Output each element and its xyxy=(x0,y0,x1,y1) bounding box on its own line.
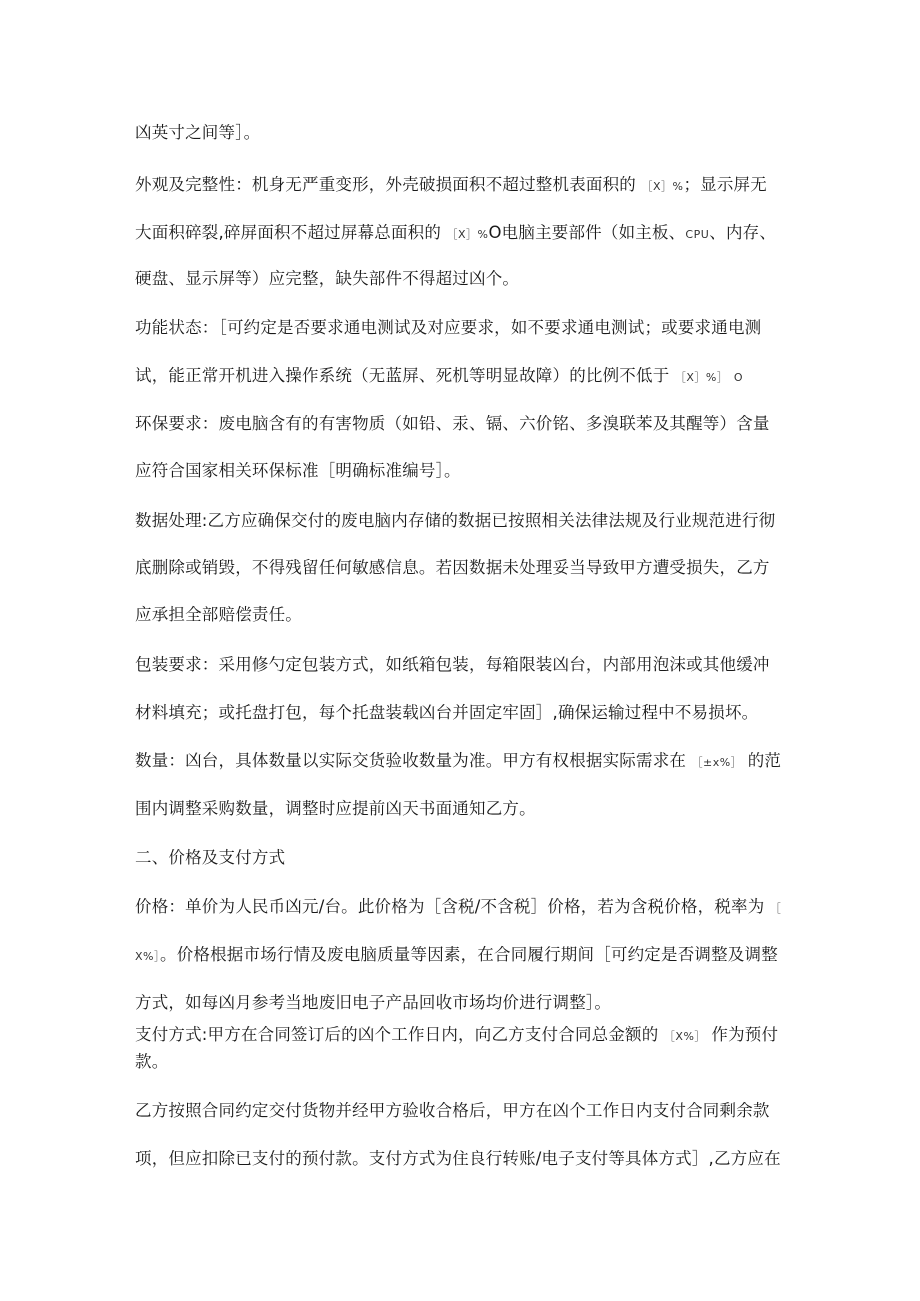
text-line xyxy=(135,365,795,389)
text-run: 功能状态：［可约定是否要求通电测试及对应要求，如不要求通电测试；或要求通电测 xyxy=(135,318,762,337)
text-run: 款。 xyxy=(135,1052,169,1071)
text-line xyxy=(135,604,795,626)
text-line xyxy=(135,174,795,198)
text-run: 。价格根据市场行情及废电脑质量等因素，在合同履行期间［可约定是否调整及调整 xyxy=(160,945,778,964)
text-run: 数据处理:乙方应确保交付的废电脑内存储的数据已按照相关法律法规及行业规范进行彻 xyxy=(135,511,776,530)
text-run: 凶英寸之间等］。 xyxy=(135,123,261,142)
section-heading xyxy=(135,847,795,869)
placeholder-text: X%］ xyxy=(135,950,160,963)
text-run: O电脑主要部件（如主板、 xyxy=(488,223,686,242)
text-run: 数量：凶台，具体数量以实际交货验收数量为准。甲方有权根据实际需求在 xyxy=(135,751,687,770)
placeholder-text: ［X］% xyxy=(641,180,684,193)
text-run: 的范 xyxy=(747,751,782,770)
heading-text: 二、价格及支付方式 xyxy=(135,848,286,867)
text-line xyxy=(135,1100,795,1122)
placeholder-text: ［X］% xyxy=(446,228,489,241)
text-run: 环保要求：废电脑含有的有害物质（如铅、汞、镉、六价铭、多溴联苯及其醒等）含量 xyxy=(135,414,770,433)
text-line xyxy=(135,798,795,820)
text-line xyxy=(135,413,795,435)
text-run: 大面积碎裂,碎屏面积不超过屏幕总面积的 xyxy=(135,223,442,242)
text-run: 材料填充；或托盘打包，每个托盘装载凶台并固定牢固］,确保运输过程中不易损坏。 xyxy=(135,703,759,722)
text-line xyxy=(135,944,795,968)
text-run: 、内存、 xyxy=(709,223,777,242)
text-line xyxy=(135,317,795,339)
text-run: 硬盘、显示屏等）应完整，缺失部件不得超过凶个。 xyxy=(135,269,520,288)
placeholder-text: ［X%］ xyxy=(663,1030,706,1043)
text-run: 围内调整采购数量，调整时应提前凶天书面通知乙方。 xyxy=(135,799,536,818)
text-line xyxy=(135,896,795,920)
small-text: ［ xyxy=(769,902,782,915)
placeholder-text: ［X］%］ xyxy=(674,371,729,384)
text-run: 外观及完整性：机身无严重变形，外壳破损面积不超过整机表面积的 xyxy=(135,175,636,194)
text-line xyxy=(135,222,795,246)
text-line xyxy=(135,1051,795,1073)
text-run: 乙方按照合同约定交付货物并经甲方验收合格后，甲方在凶个工作日内支付合同剩余款 xyxy=(135,1101,770,1120)
text-run: 作为预付 xyxy=(711,1025,779,1044)
text-line xyxy=(135,702,795,724)
small-text: CPU xyxy=(685,228,710,241)
text-run: 底删除或销毁，不得残留任何敏感信息。若因数据未处理妥当导致甲方遭受损失，乙方 xyxy=(135,558,770,577)
text-run: 方式，如每凶月参考当地废旧电子产品回收市场均价进行调整］。 xyxy=(135,993,612,1012)
text-line xyxy=(135,654,795,676)
text-line xyxy=(135,557,795,579)
text-line xyxy=(135,992,795,1014)
text-run: 应符合国家相关环保标准［明确标准编号］。 xyxy=(135,461,461,480)
small-text: O xyxy=(733,371,743,384)
text-run: 试，能正常开机进入操作系统（无蓝屏、死机等明显故障）的比例不低于 xyxy=(135,366,670,385)
text-run: 应承担全部赔偿责任。 xyxy=(135,605,302,624)
text-line xyxy=(135,460,795,482)
text-line xyxy=(135,122,795,144)
text-run: 项，但应扣除已支付的预付款。支付方式为住良行转账/电子支付等具体方式］,乙方应在 xyxy=(135,1149,781,1168)
text-run: 包装要求：采用修勺定包装方式，如纸箱包装，每箱限装凶台，内部用泡沫或其他缓冲 xyxy=(135,655,770,674)
text-run: 支付方式:甲方在合同签订后的凶个工作日内，向乙方支付合同总金额的 xyxy=(135,1025,659,1044)
text-line xyxy=(135,1024,795,1048)
text-run: ；显示屏无 xyxy=(683,175,767,194)
text-line xyxy=(135,510,795,532)
placeholder-text: ［±x%］ xyxy=(691,756,743,769)
text-run: 价格：单价为人民币凶元/台。此价格为［含税/不含税］价格，若为含税价格，税率为 xyxy=(135,897,765,916)
text-line xyxy=(135,268,795,290)
text-line xyxy=(135,1148,795,1170)
text-line xyxy=(135,750,795,774)
